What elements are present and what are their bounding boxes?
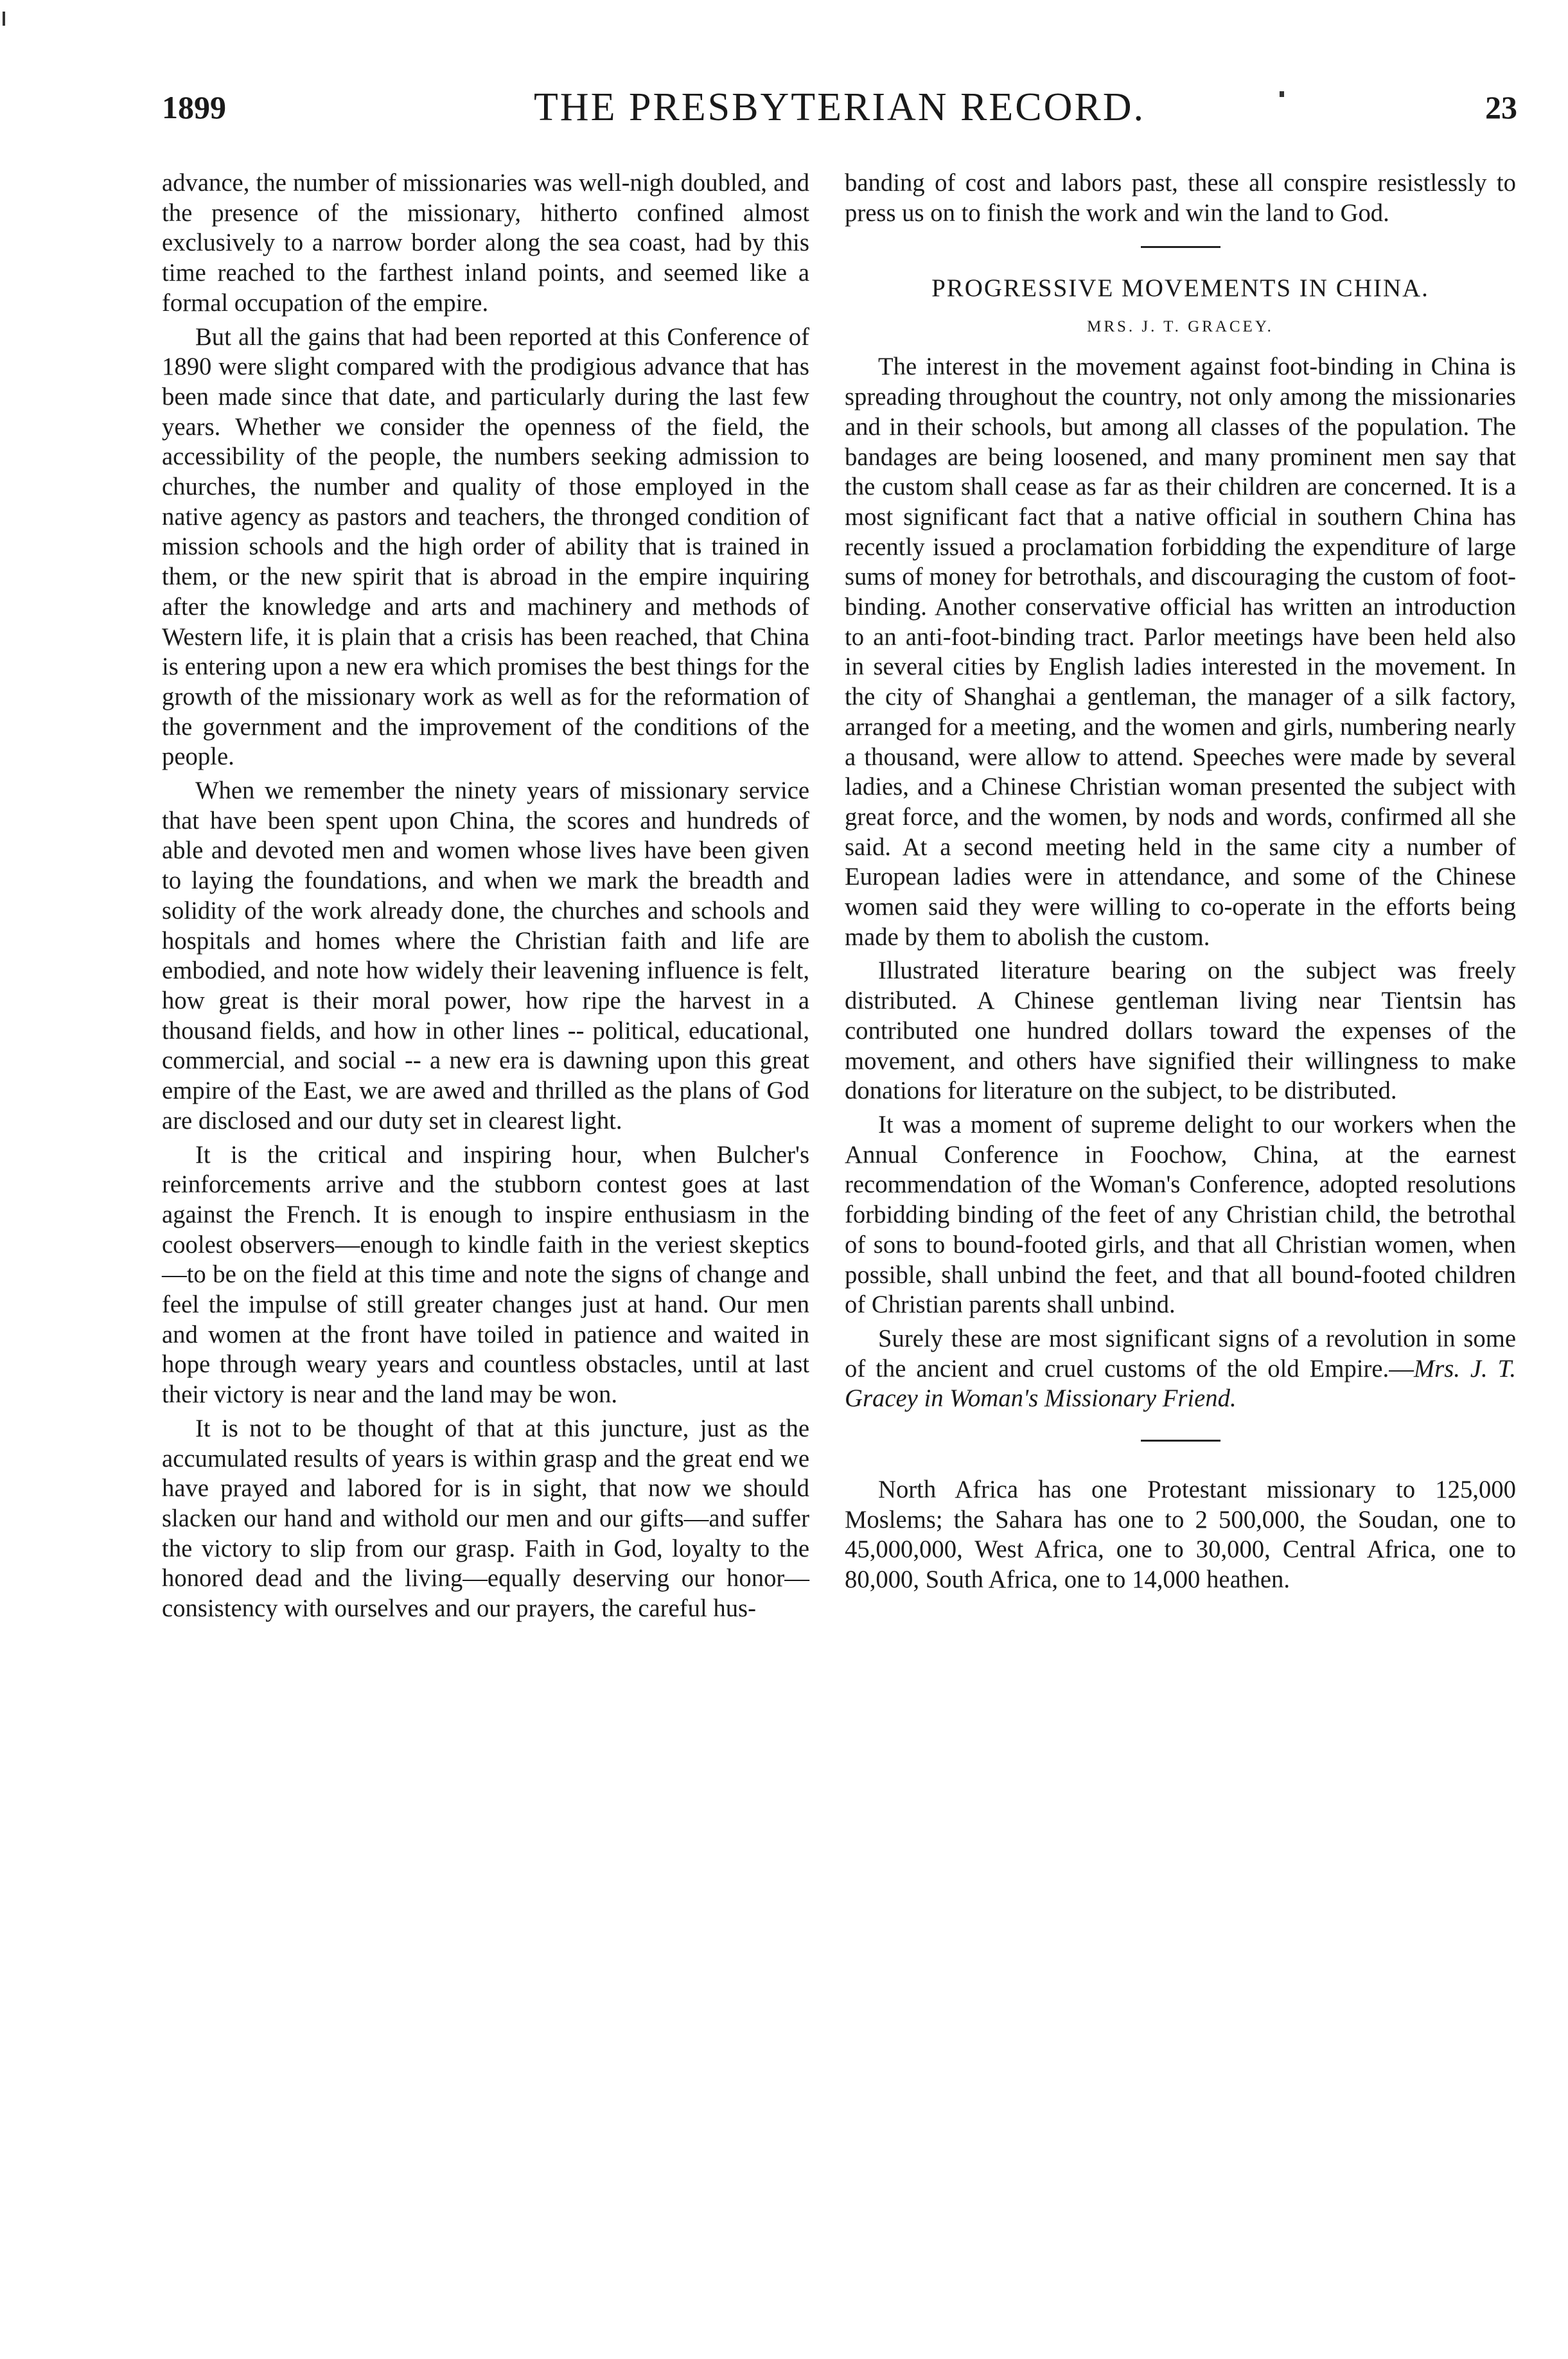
closing-text: Surely these are most significant signs of a revolution in some of the ancient and cruel customs of the old Empire.— [845, 1325, 1516, 1383]
paragraph: But all the gains that had been reported at this Conference of 1890 were slight compared with the prodigious advance that has been made since that date, and particularly during the last few years. Whether we consider the openness of the field, the accessibility of the people, the numbers seeking admission to churches, the number and quality of those employed in the native agency as pastors and teachers, the thronged condition of mission schools and the high order of ability that is trained in them, or the new spirit that is abroad in the empire inquiring after the knowledge and arts and machinery and methods of Western life, it is plain that a crisis has been reached, that China is entering upon a new era which promises the best things for the growth of the missionary work as well as for the reformation of the government and the improvement of the conditions of the people. [162, 323, 809, 771]
paragraph: It is not to be thought of that at this juncture, just as the accumulated results of years is within grasp and the great end we have prayed and labored for is in sight, that now we should slacken our hand and withold our men and our gifts—and suffer the victory to slip from our grasp. Faith in God, loyalty to the honored dead and the living—equally deserving our honor—consistency with ourselves and our prayers, the careful hus- [162, 1415, 809, 1623]
source-credit: Mrs. J. T. Gracey in Woman's Missionary Friend. [845, 1355, 1516, 1413]
paragraph: It is the critical and inspiring hour, when Bulcher's reinforcements arrive and the stubborn contest goes at last against the French. It is enough to inspire enthusiasm in the coolest observers—enough to kindle faith in the veriest skeptics—to be on the field at this time and note the signs of change and feel the impulse of still greater changes just at hand. Our men and women at the front have toiled in patience and waited in hope through weary years and countless obstacles, until at last their victory is near and the land may be won. [162, 1141, 809, 1409]
header-year: 1899 [162, 89, 226, 125]
paragraph: Illustrated literature bearing on the subject was freely distributed. A Chinese gentleman living near Tientsin has contributed one hundred dollars toward the expenses of the movement, and others have signified their willingness to make donations for literature on the subject, to be distributed. [845, 957, 1516, 1105]
left-column [162, 168, 809, 1624]
closing-paragraph [845, 1324, 1516, 1414]
corner-mark [3, 12, 5, 26]
missionary-statistics-note: North Africa has one Protestant missionary to 125,000 Moslems; the Sahara has one to 2 500,000, the Soudan, one to 45,000,000, West Africa, one to 30,000, Central Africa, one to 80,000, South Africa, one to 14,000 heathen. [845, 1476, 1516, 1594]
paragraph: It was a moment of supreme delight to our workers when the Annual Conference in Foochow, China, at the earnest recommendation of the Woman's Conference, adopted resolutions forbidding binding of the feet of any Christian child, the betrothal of sons to bound-footed girls, and that all Christian women, when possible, shall unbind the feet, and that all bound-footed children of Christian parents shall unbind. [845, 1111, 1516, 1319]
right-column [845, 168, 1516, 1595]
paragraph: advance, the number of missionaries was well-nigh doubled, and the presence of the missionary, hitherto confined almost exclusively to a narrow border along the sea coast, had by this time reached to the farthest inland points, and seemed like a formal occupation of the empire. [162, 170, 809, 317]
section-divider [1141, 1440, 1220, 1442]
page-header [162, 85, 1517, 136]
paragraph: The interest in the movement against foot-binding in China is spreading throughout the country, not only among the missionaries and in their schools, but among all classes of the population. The bandages are being loosened, and many prominent men say that the custom shall cease as far as their children are concerned. It is a most significant fact that a native official in southern China has recently issued a proclamation forbidding the expenditure of large sums of money for betrothals, and discouraging the custom of foot-binding. Another conservative official has written an introduction to an anti-foot-binding tract. Parlor meetings have been held also in several cities by English ladies interested in the movement. In the city of Shanghai a gentleman, the manager of a silk factory, arranged for a meeting, and the women and girls, numbering nearly a thousand, were allow to attend. Speeches were made by several ladies, and a Chinese Christian woman presented the subject with great force, and the women, by nods and words, confirmed all she said. At a second meeting held in the same city a number of European ladies were in attendance, and some of the Chinese women said they were willing to co-operate in the efforts being made by them to abolish the custom. [845, 353, 1516, 951]
paragraph: When we remember the ninety years of missionary service that have been spent upon China, the scores and hundreds of able and devoted men and women whose lives have been given to laying the foundations, and when we mark the breadth and solidity of the work already done, the churches and schools and hospitals and homes where the Christian faith and life are embodied, and note how widely their leavening influence is felt, how great is their moral power, how ripe the harvest in a thousand fields, and how in other lines -- political, educational, commercial, and social -- a new era is dawning upon this great empire of the East, we are awed and thrilled as the plans of God are disclosed and our duty set in clearest light. [162, 777, 809, 1135]
article-byline: MRS. J. T. GRACEY. [1087, 318, 1274, 336]
article-title: PROGRESSIVE MOVEMENTS IN CHINA. [931, 274, 1429, 303]
continued-paragraph: banding of cost and labors past, these all conspire resistlessly to press us on to finish the work and win the land to God. [845, 170, 1516, 227]
section-divider [1141, 246, 1220, 248]
header-title: THE PRESBYTERIAN RECORD. [533, 85, 1146, 129]
header-page-number: 23 [1485, 89, 1517, 125]
header-dot [1280, 91, 1284, 97]
